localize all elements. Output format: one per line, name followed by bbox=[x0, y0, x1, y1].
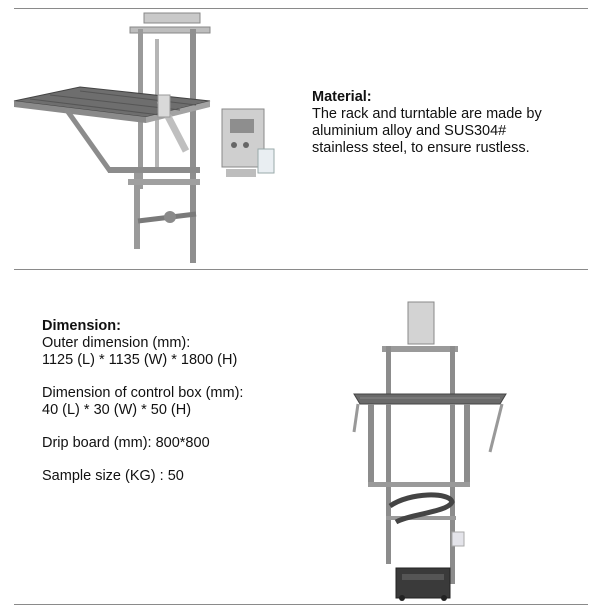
material-line: aluminium alloy and SUS304# bbox=[312, 123, 507, 139]
outer-dimension-label: Outer dimension (mm): bbox=[42, 335, 191, 351]
material-line: stainless steel, to ensure rustless. bbox=[312, 140, 530, 156]
dimension-heading: Dimension: bbox=[42, 318, 121, 334]
rack-turntable-image bbox=[10, 9, 300, 269]
material-line: The rack and turntable are made by bbox=[312, 106, 542, 122]
outer-dimension-value: 1125 (L) * 1135 (W) * 1800 (H) bbox=[42, 352, 238, 368]
material-heading: Material: bbox=[312, 89, 372, 105]
dimension-section bbox=[0, 272, 600, 604]
dimension-description bbox=[42, 318, 322, 485]
middle-divider bbox=[14, 269, 588, 270]
material-description bbox=[312, 89, 592, 157]
bottom-divider bbox=[14, 604, 588, 605]
material-section bbox=[0, 9, 600, 267]
control-box-value: 40 (L) * 30 (W) * 50 (H) bbox=[42, 402, 192, 418]
control-box-label: Dimension of control box (mm): bbox=[42, 385, 244, 401]
sample-size-spec: Sample size (KG) : 50 bbox=[42, 468, 184, 484]
test-stand-image bbox=[340, 292, 520, 602]
drip-board-spec: Drip board (mm): 800*800 bbox=[42, 435, 210, 451]
